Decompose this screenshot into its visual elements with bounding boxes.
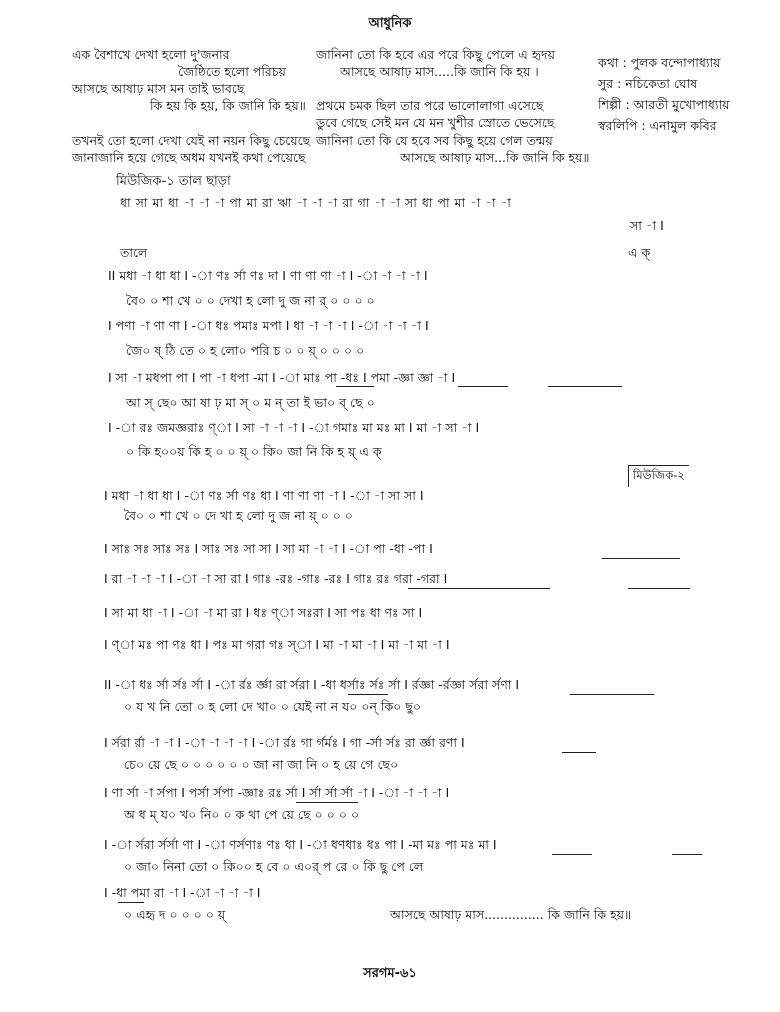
notation-line: I -া রঃ জমজ্ঞরাঃ ণ্া I সা -া -া -া I -া গমাঃ মা মঃ মা I মা -া সা -া I: [108, 420, 480, 435]
lyric-line: আসছে আষাঢ় মাস.....কি জানি কি হয় ।: [340, 64, 539, 79]
notation-line: I সা -া মধপা পা I পা -া ধপা -মা I -া মাঃ পা -ধঃ I পমা -জ্ঞা জ্ঞা -া I: [108, 370, 456, 385]
footer-lyric: আসছে আষাঢ় মাস............... কি জানি কি হয়॥: [390, 907, 632, 922]
notation-line: II মধা -া ধা ধা I -া ণঃ র্সা ণঃ দা I ণা ণা ণা -া I -া -া -া -া I: [108, 268, 428, 283]
text-line: আ স্ ছে০ আ ষা ঢ় মা স্ ০ ম ন্ তা ই ভা০ ব্ ছে ০: [126, 395, 375, 410]
notation-underline: [348, 694, 388, 695]
credit-notation: স্বরলিপি : এনামুল কবির: [598, 118, 717, 133]
credit-lyricist: কথা : পুলক বন্দোপাধ্যায়: [598, 55, 721, 70]
text-line: বৈ০ ০ শা খে ০ ০ দেখা হ লো দু জ না র্ ০ ০ ০ ০: [126, 293, 375, 308]
lyric-line: জানিনা তো কি হবে এর পরে কিছু পেলে এ হৃদয়: [316, 47, 555, 62]
text-line: ০ জা০ নিনা তো ০ কি০০ হ বে ০ এ০র্ প রে ০ কি ছু পে লে: [124, 859, 424, 874]
page-title: আধুনিক: [368, 16, 412, 31]
notation-underline: [552, 854, 592, 855]
notation-line: I -ধা পমা রা -া I -া -া -া -া I: [104, 885, 261, 900]
notation-line: I ণা র্সা -া র্সপা I পর্সা র্সপা -জ্ঞাঃ রঃ র্সা I র্সা র্সা র্সা -া I -া -া -া -া I: [104, 785, 450, 800]
notation-underline: [562, 752, 596, 753]
notation-underline: [672, 854, 702, 855]
notation-underline: [570, 694, 654, 695]
notation-underline: [458, 386, 508, 387]
notation-underline: [408, 588, 550, 589]
text-line: জৈ০ ষ্ ঠি তে ০ হ লো০ পরি চ ০ ০ য়্ ০ ০ ০ ০: [126, 343, 365, 358]
credit-singer: শিল্পী : আরতী মুখোপাধ্যায়: [598, 97, 730, 112]
notation-line: I -া র্সরা র্সর্সা ণা I -া ণর্সণাঃ ণঃ ধা I -া ধণধাঃ ধঃ পা I -মা মঃ পা মঃ মা I: [104, 837, 497, 852]
lyric-line: প্রথমে চমক ছিল তার পরে ভালোলাগা এসেছে: [316, 98, 544, 113]
text-line: চে০ য়ে ছে ০ ০ ০ ০ ০ ০ জা না জা নি ০ হ য়ে গে ছে০: [124, 757, 399, 772]
text-line: অ ধ ম্ য০ খ০ নি০ ০ ক থা পে য়ে ছে ০ ০ ০ ০: [124, 807, 359, 822]
lyric-line: জানাজানি হয়ে গেছে অধম যখনই কথা পেয়েছে: [72, 150, 306, 165]
notation-underline: [296, 802, 358, 803]
lyric-line: জৈষ্ঠিতে হলো পরিচয়: [178, 64, 286, 79]
notation-underline: [548, 386, 622, 387]
notation-line: I সাঃ সঃ সাঃ সঃ I সাঃ সঃ সা সা I সা মা -া -া I -া পা -ধা -পা I: [104, 541, 433, 556]
music-section-marker: মিউজিক-২: [628, 465, 689, 487]
text-line: ০ য খ নি তো ০ হ লো দে খা০ ০ যেই না ন য০ ০ন্ কি০ ছু০: [124, 699, 422, 714]
text-line: ০ এহৃ দ ০ ০ ০ ০ য়্: [124, 907, 226, 922]
intro-notation: ধা সা মা ধা -া -া -া পা মা রা ঋা -া -া -া রা গা -া -া সা ধা পা মা -া -া -া: [120, 195, 512, 210]
notation-underline: [118, 902, 144, 903]
text-line: ০ কি হ০০য় কি হ ০ ০ য়্ ০ কি০ জা নি কি হ য়্ এ ক্: [126, 444, 382, 459]
music-section-label: মিউজিক-১ তাল ছাড়া: [116, 174, 231, 189]
lyric-line: আসছে আষাঢ় মাস মন তাই ভাবছে: [72, 81, 245, 96]
notation-underline: [602, 558, 680, 559]
lyric-line: তখনই তো হলো দেখা যেই না নয়ন কিছু চেয়েছে: [72, 133, 311, 148]
notation-underline: [628, 588, 690, 589]
ek-text: এ ক্: [628, 245, 651, 260]
lyric-line: আসছে আষাঢ় মাস...কি জানি কি হয়॥: [400, 150, 590, 165]
page-number: সরগম-৬১: [363, 966, 417, 981]
notation-line: I ণ্া মঃ পা ণঃ ধা I পঃ মা গরা গঃ স্া I মা -া মা -া I মা -া মা -া I: [104, 637, 450, 652]
lyric-line: ডুবে গেছে সেই মন যে মন খুশীর স্রোতে ভেসেছে: [316, 115, 555, 130]
notation-line: I সা মা ধা -া I -া -া মা রা I ধঃ ণ্া সঃরা I সা পঃ ধা ণঃ সা I: [104, 605, 423, 620]
notation-underline: [336, 386, 374, 387]
tale-label: তালে: [120, 245, 148, 260]
lyric-line: জানিনা তো কি যে হবে সব কিছু হয়ে গেল তন্ময়: [316, 133, 553, 148]
notation-line: II -া ধঃ র্সা র্সঃ র্সা I -া র্রঃ র্জ্ঞা রা র্সরা I -ধা ধর্সাঃ র্সঃ র্সা I র্রজ্ঞা -র্রজ্ঞা র্সরা র্সণা I: [104, 677, 520, 692]
lyric-line: কি হয় কি হয়, কি জানি কি হয়॥: [150, 98, 306, 113]
notation-line: I রা -া -া -া I -া -া সা রা I গাঃ -রঃ -গাঃ -রঃ I গাঃ রঃ গরা -গরা I: [104, 571, 448, 586]
credit-composer: সুর : নচিকেতা ঘোষ: [598, 76, 698, 91]
text-line: বৈ০ ০ শা খে ০ দে খা হ লো দু জ না য়্ ০ ০ ০: [124, 508, 353, 523]
notation-line: I মধা -া ধা ধা I -া ণঃ র্সা ণঃ ধা I ণা ণা ণা -া I -া -া সা সা I: [104, 488, 424, 503]
notation-line: I র্সরা র্রা -া -া I -া -া -া -া I -া র্রঃ গা র্গর্মঃ I গা -র্সা র্সঃ রা র্জ্ঞা রণা I: [104, 735, 465, 750]
intro-notation-end: সা -া I: [630, 218, 664, 233]
notation-line: I পণা -া ণা ণা I -া ধঃ পমাঃ মপা I ধা -া -া -া I -া -া -া -া I: [108, 318, 429, 333]
lyric-line: এক বৈশাখে দেখা হলো দু'জনার: [72, 47, 230, 62]
